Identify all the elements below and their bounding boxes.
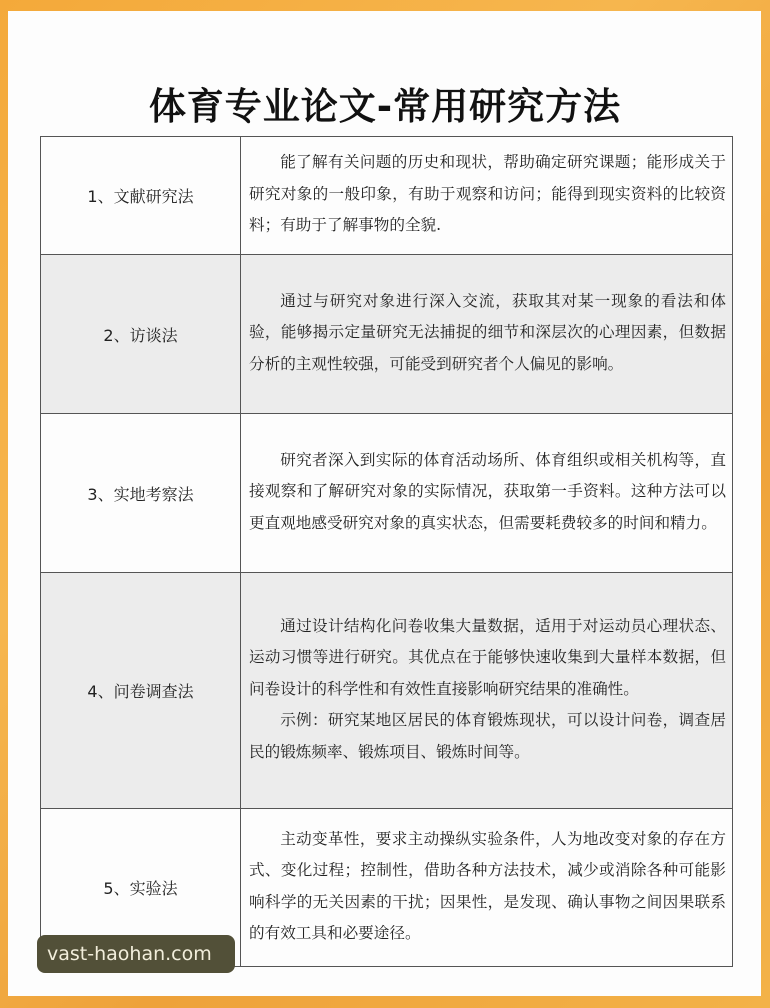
method-description xyxy=(241,255,733,414)
table-row xyxy=(41,137,733,255)
method-description xyxy=(241,414,733,573)
watermark-badge: vast-haohan.com xyxy=(37,935,235,973)
table-row xyxy=(41,414,733,573)
description-paragraph: 能了解有关问题的历史和现状，帮助确定研究课题；能形成关于研究对象的一般印象，有助于观察和访问；能得到现实资料的比较资料；有助于了解事物的全貌. xyxy=(249,153,726,235)
example-paragraph: 示例：研究某地区居民的体育锻炼现状，可以设计问卷，调查居民的锻炼频率、锻炼项目、锻炼时间等。 xyxy=(249,711,726,761)
description-paragraph: 主动变革性，要求主动操纵实验条件，人为地改变对象的存在方式、变化过程；控制性，借助各种方法技术，减少或消除各种可能影响科学的无关因素的干扰；因果性，是发现、确认事物之间因果联系的有效工具和必要途径。 xyxy=(249,829,726,942)
methods-table xyxy=(40,136,733,967)
method-name: 2、访谈法 xyxy=(41,255,241,414)
method-description xyxy=(241,137,733,255)
method-description xyxy=(241,573,733,809)
table-row xyxy=(41,255,733,414)
method-name: 5、实验法 xyxy=(41,809,241,967)
description-paragraph: 通过与研究对象进行深入交流，获取其对某一现象的看法和体验，能够揭示定量研究无法捕捉的细节和深层次的心理因素，但数据分析的主观性较强，可能受到研究者个人偏见的影响。 xyxy=(249,291,726,373)
page-title: 体育专业论文-常用研究方法 xyxy=(148,85,622,128)
method-name: 4、问卷调查法 xyxy=(41,573,241,809)
table-row xyxy=(41,573,733,809)
method-description xyxy=(241,809,733,967)
method-name: 1、文献研究法 xyxy=(41,137,241,255)
method-name: 3、实地考察法 xyxy=(41,414,241,573)
description-paragraph: 研究者深入到实际的体育活动场所、体育组织或相关机构等，直接观察和了解研究对象的实际情况，获取第一手资料。这种方法可以更直观地感受研究对象的真实状态，但需要耗费较多的时间和精力。 xyxy=(249,450,726,532)
description-paragraph: 通过设计结构化问卷收集大量数据，适用于对运动员心理状态、运动习惯等进行研究。其优点在于能够快速收集到大量样本数据，但问卷设计的科学性和有效性直接影响研究结果的准确性。 xyxy=(249,616,726,698)
